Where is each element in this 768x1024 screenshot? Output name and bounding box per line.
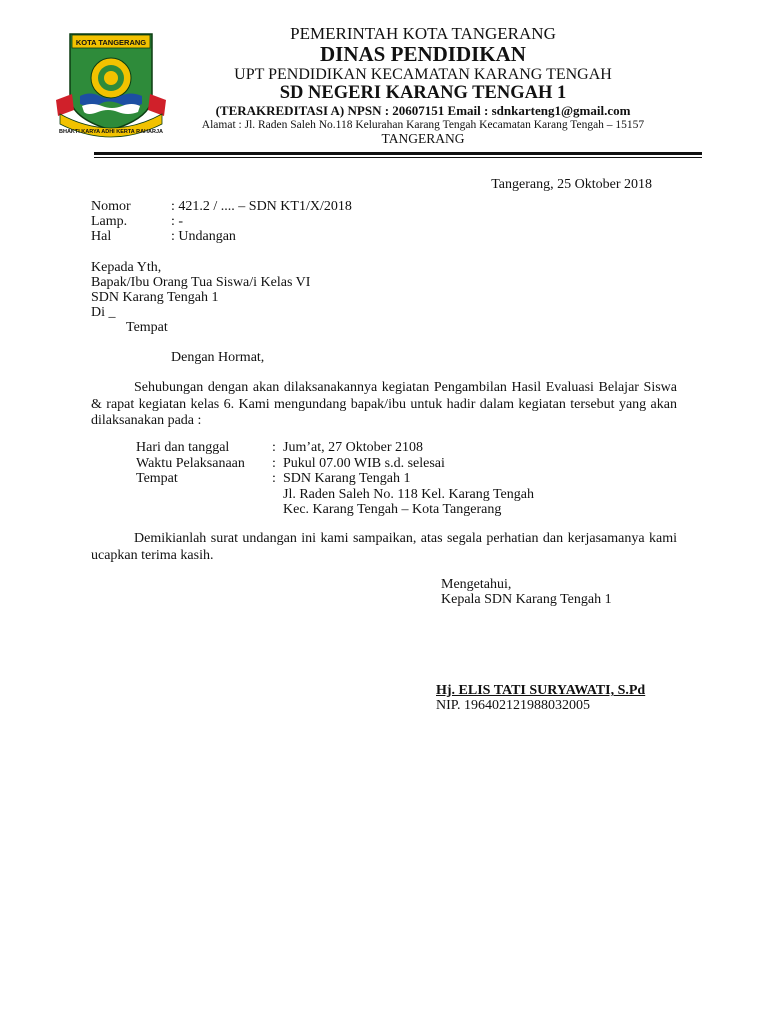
detail-value-date: Jum’at, 27 Oktober 2108 [283, 440, 423, 455]
meta-value-nomor: : 421.2 / .... – SDN KT1/X/2018 [171, 199, 352, 214]
body-paragraph: Sehubungan dengan akan dilaksanakannya kegiatan Pengambilan Hasil Evaluasi Belajar Siswa & rapat kegiatan kelas 6. Kami mengundang bapak/ibu untuk hadir dalam kegiatan tersebut yang akan dilaksanakan pada : [91, 380, 677, 428]
detail-label-time: Waktu Pelaksanaan [136, 456, 245, 471]
signature-title: Kepala SDN Karang Tengah 1 [441, 592, 612, 607]
signatory-nip: NIP. 196402121988032005 [436, 698, 591, 713]
city-logo [52, 30, 170, 142]
recipient-line-5: Tempat [126, 320, 168, 335]
detail-colon-date: : [272, 440, 276, 455]
header-divider-thin [94, 157, 702, 158]
meta-label-nomor: Nomor [91, 199, 131, 214]
recipient-line-1: Kepada Yth, [91, 260, 162, 275]
detail-value-address-1: Jl. Raden Saleh No. 118 Kel. Karang Tengah [283, 487, 534, 502]
meta-value-lamp: : - [171, 214, 184, 229]
recipient-line-2: Bapak/Ibu Orang Tua Siswa/i Kelas VI [91, 275, 311, 290]
gov-name: PEMERINTAH KOTA TANGERANG [290, 24, 556, 43]
meta-value-hal: : Undangan [171, 229, 236, 244]
recipient-line-4: Di _ [91, 305, 116, 320]
upt-name: UPT PENDIDIKAN KECAMATAN KARANG TENGAH [234, 66, 612, 83]
accreditation-line: (TERAKREDITASI A) NPSN : 20607151 Email : sdnkarteng1@gmail.com [215, 103, 631, 118]
recipient-line-3: SDN Karang Tengah 1 [91, 290, 219, 305]
meta-label-hal: Hal [91, 229, 112, 244]
school-name: SD NEGERI KARANG TENGAH 1 [279, 83, 567, 103]
detail-value-time: Pukul 07.00 WIB s.d. selesai [283, 456, 445, 471]
signature-acknowledge: Mengetahui, [441, 577, 512, 592]
detail-colon-time: : [272, 456, 276, 471]
detail-value-place: SDN Karang Tengah 1 [283, 471, 411, 486]
svg-text:BHAKTI KARYA ADHI KERTA RAHARJ: BHAKTI KARYA ADHI KERTA RAHARJA [59, 129, 163, 135]
city-line: TANGERANG [381, 131, 465, 146]
svg-text:KOTA TANGERANG: KOTA TANGERANG [75, 38, 147, 47]
agency-name: DINAS PENDIDIKAN [320, 42, 526, 66]
detail-label-place: Tempat [136, 471, 178, 486]
letter-date: Tangerang, 25 Oktober 2018 [491, 177, 652, 192]
detail-label-date: Hari dan tanggal [136, 440, 230, 455]
signatory-name: Hj. ELIS TATI SURYAWATI, S.Pd [436, 683, 646, 698]
detail-colon-place: : [272, 471, 276, 486]
detail-value-address-2: Kec. Karang Tengah – Kota Tangerang [283, 502, 502, 517]
greeting: Dengan Hormat, [171, 350, 265, 365]
meta-label-lamp: Lamp. [91, 214, 128, 229]
address-line: Alamat : Jl. Raden Saleh No.118 Kelurahan Karang Tengah Kecamatan Karang Tengah – 15157 [201, 119, 645, 131]
header-divider-thick [94, 152, 702, 155]
closing-paragraph: Demikianlah surat undangan ini kami sampaikan, atas segala perhatian dan kerjasamanya kami ucapkan terima kasih. [91, 531, 677, 563]
